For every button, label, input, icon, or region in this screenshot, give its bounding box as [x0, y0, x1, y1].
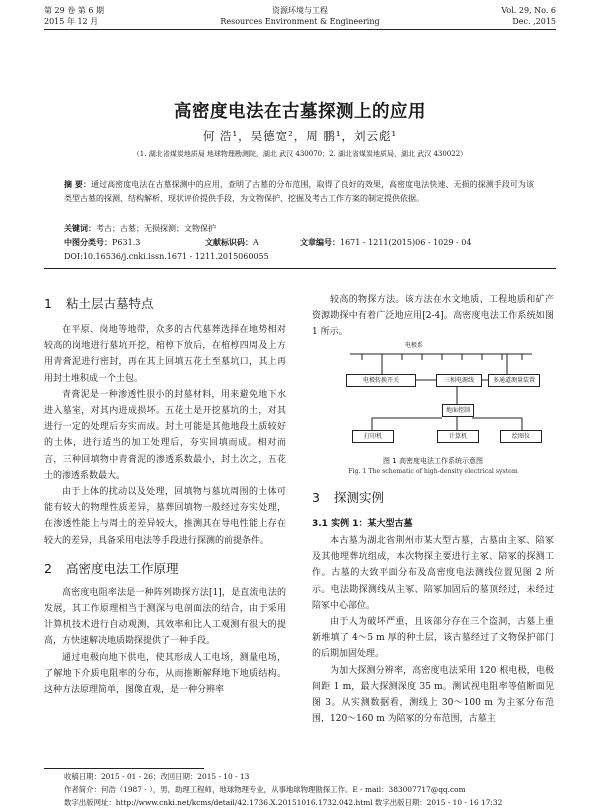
abstract-text: 通过高密度电法在古墓探测中的应用，查明了古墓的分布范围，取得了良好的效果，高密度电法快速、无损的探测手段可为该类型古墓的探测、结构解析、现状评价提供手段，为文物保护、挖掘及考古工作方案的制定提供依据。 [64, 180, 534, 203]
figure-1-label-electrodes: 电极系 [394, 340, 434, 351]
doc-code-value: A [253, 238, 259, 247]
section-1-para-1: 在平原、岗地等地带，众多的古代墓葬选择在地势相对较高的岗地进行墓坑开挖，棺椁下放后，在棺椁四周及上方用青膏泥进行密封，再在其上回填五花土至墓坑口，其上再用封土堆积成一个土包。 [44, 325, 286, 384]
right-column [312, 292, 554, 341]
footnote-received: 收稿日期：2015 - 01 - 26；改回日期：2015 - 10 - 13 [64, 772, 250, 781]
abstract [64, 178, 534, 206]
left-column [44, 294, 286, 698]
section-2-heading [44, 559, 286, 577]
figure-1-box-printer: 打印机 [352, 430, 394, 443]
clc-value: P631.3 [112, 238, 141, 247]
section-1-para-2: 青膏泥是一种渗透性很小的封墓材料，用来避免地下水进入墓室，对其内进成损坏。五花土是开挖墓坑的土，对其进行一定的处理后夯实而成。封土可能是其他地段土质较好的土体，进行适当的加工处理后，夯实回填而成。相对而言，三种回填物中青膏泥的渗透系数最小，封土次之，五花土的渗透系数最大。 [44, 389, 286, 481]
keywords-label: 关键词： [64, 224, 96, 233]
paper-title: 高密度电法在古墓探测上的应用 [174, 102, 426, 122]
figure-1-box-switch: 电极转换开关 [346, 374, 416, 387]
doc-code-label: 文献标识码： [205, 238, 253, 247]
section-1-number: 1 [44, 296, 52, 311]
clc [64, 236, 140, 250]
figure-1-diagram [332, 340, 542, 450]
section-3-number: 3 [312, 490, 320, 505]
figure-1-box-computer: 计算机 [437, 430, 479, 443]
clc-label: 中图分类号： [64, 238, 112, 247]
header-journal-cn: 资源环境与工程 [272, 6, 328, 15]
section-3-title: 探测实例 [334, 490, 385, 505]
doi: DOI:10.16536/j.cnki.issn.1671 - 1211.2015060055 [64, 252, 269, 261]
right-para-1: 较高的物探方法。该方法在水文地质、工程地质和矿产资源勘探中有着广泛地应用[2-4]。高密度电法工作系统如图 1 所示。 [312, 295, 554, 338]
section-1-title: 粘土层古墓特点 [66, 296, 154, 311]
section-2-para-2: 通过电极向地下供电，使其形成人工电场，测量电场，了解地下介质电阻率的分布，从而推断解释地下地质结构。这种方法原理简单，图像直观，是一种分辨率 [44, 652, 286, 696]
subsection-3-1-para-1: 本古墓为湖北省荆州市某大型古墓，古墓由主冢、陪冢及其他埋葬坑组成，本次物探主要进行主冢、陪冢的探测工作。古墓的大致平面分布及高密度电法测线位置见图 2 所示。电法勘探测线从主冢、陪冢加固后的墓顶经过，未经过陪冢中心部位。 [312, 536, 554, 611]
figure-1-box-measure: 多通道测量装置 [488, 374, 540, 387]
subsection-3-1-heading: 3.1 实例 1：某大型古墓 [312, 519, 413, 529]
header-volume: 第 29 卷 第 6 期 [44, 6, 104, 15]
header-date: 2015 年 12 月 [44, 17, 99, 26]
abstract-rule [44, 268, 556, 269]
footnote-author: 作者简介：何浩（1987 - ），男，助理工程师，地球物理专业，从事地球物理勘探工作。E - mail：383007717@qq.com [64, 785, 466, 794]
header-rule [44, 29, 556, 30]
figure-1-box-control: 地面控制 [442, 404, 474, 417]
figure-1-caption-en: Fig. 1 The schematic of high-density electrical system [348, 468, 518, 475]
footnote-online: 数字出版网址：http://www.cnki.net/kcms/detail/42.1736.X.20151016.1732.042.html 数字出版日期：2015 - 10 - 16 17:32 [64, 798, 503, 807]
header-journal-en: Resources Environment & Engineering [220, 17, 380, 26]
section-1-para-3: 由于上体的扰动以及处理，回填物与墓坑周围的土体可能有较大的物理性质差异，墓葬回填物一般经过夯实处理，在渗透性能上与周土的差异较大，推测其在导电性能上存在较大的差异，具备采用电法等手段进行探测的前提条件。 [44, 487, 286, 546]
header-date-en: Dec. ,2015 [512, 17, 556, 26]
right-column-lower [312, 488, 554, 727]
figure-1-caption-cn: 图 1 高密度电法工作系统示意图 [383, 457, 483, 465]
article-no-value: 1671 - 1211(2015)06 - 1029 - 04 [340, 238, 472, 247]
figure-1-box-power: 三相电源线 [436, 374, 482, 387]
article-no [300, 236, 471, 250]
figure-1-box-plotter: 绘图仪 [500, 430, 542, 443]
abstract-label: 摘 要： [64, 180, 92, 189]
section-1-heading [44, 294, 286, 312]
article-no-label: 文章编号： [300, 238, 340, 247]
section-2-para-1: 高密度电阻率法是一种阵列勘探方法[1]，是直流电法的发展，其工作原理相当于测深与电剖面法的结合，由于采用计算机技术进行自动观测，其效率和比人工观测有很大的提高，方快速解决地质勘探提供了一种手段。 [44, 587, 286, 647]
subsection-3-1-para-3: 为加大探测分辨率，高密度电法采用 120 根电极，电极间距 1 m，最大探测深度 35 m。测试视电阻率等值断面见图 3。从实测数据看，测线上 30～100 m 为主冢分布范围，120～160 m 为陪冢的分布范围，古墓主 [312, 665, 554, 725]
keywords-text: 考古；古墓；无损探测；文物保护 [96, 224, 216, 233]
section-2-number: 2 [44, 560, 52, 576]
affiliation: （1. 湖北省煤炭地质局 地球物理勘测院，湖北 武汉 430070；2. 湖北省煤炭地质局，湖北 武汉 430022） [132, 150, 468, 158]
doc-code [205, 236, 259, 250]
section-2-title: 高密度电法工作原理 [66, 560, 179, 576]
subsection-3-1-para-2: 由于人为破坏严重，且该部分存在三个盗洞，古墓上重新堆填了 4～5 m 厚的种土层，该古墓经过了文物保护部门的后期加固处理。 [312, 617, 554, 660]
keywords [64, 222, 534, 236]
footnote-rule [44, 768, 204, 769]
header-vol-en: Vol. 29, No. 6 [501, 6, 556, 15]
author-list: 何 浩¹，吴德宽²，周 鹏¹，刘云彪¹ [202, 129, 398, 143]
section-3-heading [312, 488, 554, 506]
